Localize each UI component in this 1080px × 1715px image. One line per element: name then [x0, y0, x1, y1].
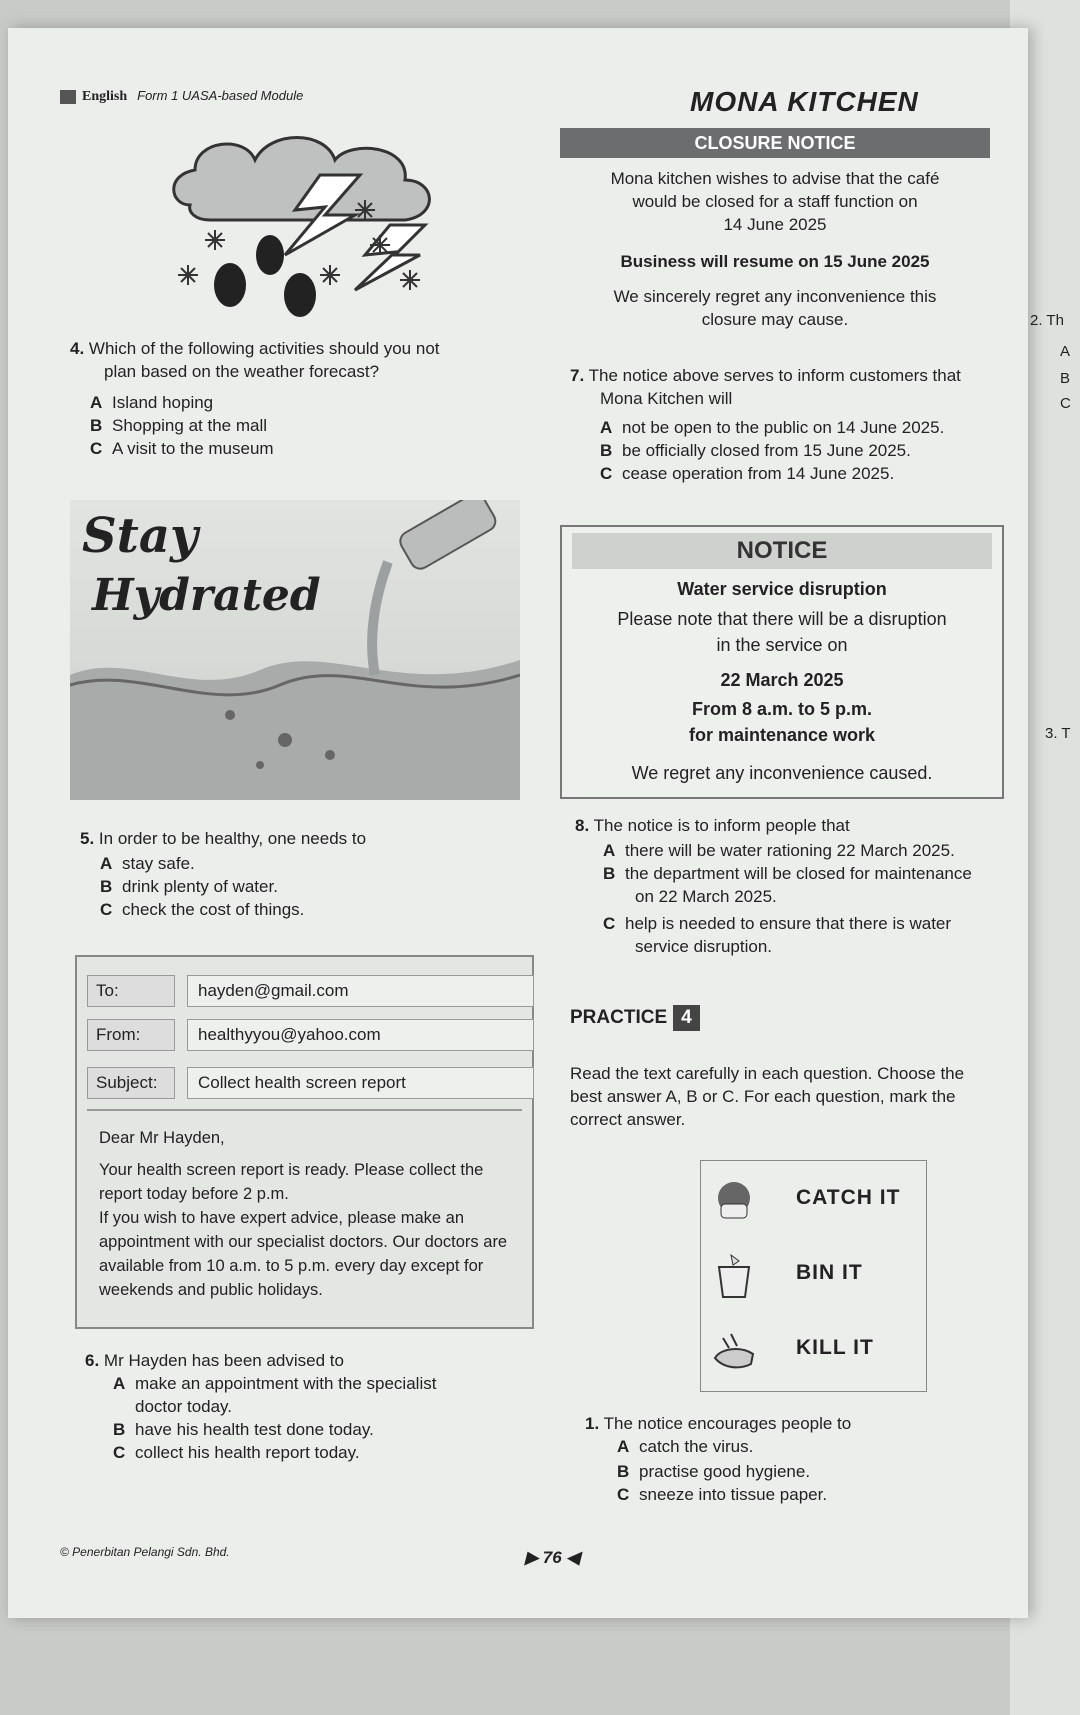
- instructions-line-2: best answer A, B or C. For each question, mark the: [570, 1086, 956, 1106]
- practice-heading: [570, 1005, 700, 1031]
- mona-kitchen-title: MONA KITCHEN: [690, 86, 919, 117]
- email-subject-value: Collect health screen report: [187, 1067, 534, 1099]
- email-from-label: From:: [87, 1019, 175, 1051]
- email-divider: [87, 1109, 522, 1111]
- page-header: [60, 88, 303, 105]
- mona-line-6: closure may cause.: [701, 309, 849, 329]
- bin-it-row: [701, 1241, 926, 1311]
- edge-q3: 3. T: [1045, 725, 1071, 742]
- q5-option-c[interactable]: C check the cost of things.: [100, 899, 305, 919]
- instructions-line-3: correct answer.: [570, 1109, 686, 1129]
- notice-line-1: Please note that there will be a disruption: [617, 609, 947, 629]
- email-message: [75, 955, 534, 1329]
- notice-reason: for maintenance work: [688, 725, 876, 745]
- email-subject-label: Subject:: [87, 1067, 175, 1099]
- q7-option-c[interactable]: C cease operation from 14 June 2025.: [600, 463, 895, 483]
- q5-option-a[interactable]: A stay safe.: [100, 853, 195, 873]
- q5-stem: In order to be healthy, one needs to: [98, 829, 367, 848]
- notice-time: From 8 a.m. to 5 p.m.: [691, 699, 873, 719]
- q7-number: 7.: [570, 366, 585, 385]
- q1-number: 1.: [585, 1414, 600, 1433]
- q1-option-c[interactable]: C sneeze into tissue paper.: [617, 1484, 828, 1504]
- q7-stem-line2: Mona Kitchen will: [600, 388, 733, 408]
- q8-option-b[interactable]: B the department will be closed for maintenance: [603, 863, 972, 883]
- hygiene-poster: [700, 1160, 927, 1392]
- question-7: [570, 365, 1010, 486]
- q8-stem: The notice is to inform people that: [593, 816, 850, 835]
- q4-number: 4.: [70, 339, 85, 358]
- practice-label: PRACTICE: [570, 1007, 668, 1028]
- q6-stem: Mr Hayden has been advised to: [103, 1351, 344, 1370]
- module-label: Form 1 UASA-based Module: [137, 88, 304, 103]
- email-from-value: healthyyou@yahoo.com: [187, 1019, 534, 1051]
- closure-notice-bar: CLOSURE NOTICE: [560, 128, 990, 158]
- bin-icon: [711, 1253, 757, 1299]
- q5-number: 5.: [80, 829, 95, 848]
- notice-subtitle: Water service disruption: [677, 579, 887, 599]
- q4-stem-line1: Which of the following activities should you not: [88, 339, 440, 358]
- q8-option-c-line2: service disruption.: [635, 936, 773, 956]
- mona-line-5: We sincerely regret any inconvenience this: [613, 286, 937, 306]
- q7-option-b[interactable]: B be officially closed from 15 June 2025.: [600, 440, 911, 460]
- email-to-value: hayden@gmail.com: [187, 975, 534, 1007]
- q1-option-a[interactable]: A catch the virus.: [617, 1436, 754, 1456]
- q1-stem: The notice encourages people to: [603, 1414, 852, 1433]
- edge-b: B: [1060, 370, 1071, 387]
- mona-line-2: would be closed for a staff function on: [632, 191, 918, 211]
- email-paragraph-1: Your health screen report is ready. Please collect the report today before 2 p.m.: [99, 1160, 484, 1203]
- q7-option-a[interactable]: A not be open to the public on 14 June 2025.: [600, 417, 945, 437]
- question-1: [585, 1413, 1015, 1507]
- q6-option-a[interactable]: A make an appointment with the specialist: [113, 1373, 437, 1393]
- q6-option-a-line2: doctor today.: [135, 1396, 233, 1416]
- q6-option-c[interactable]: C collect his health report today.: [113, 1442, 360, 1462]
- question-5: [80, 828, 540, 922]
- notice-line-2: in the service on: [716, 635, 848, 655]
- q4-option-c[interactable]: C A visit to the museum: [90, 438, 274, 458]
- q6-number: 6.: [85, 1351, 100, 1370]
- mona-line-3: 14 June 2025: [723, 214, 827, 234]
- email-greeting: Dear Mr Hayden,: [99, 1129, 225, 1147]
- page-number: ▶ 76 ◀: [525, 1548, 580, 1567]
- stay-hydrated-poster: [70, 500, 520, 800]
- stay-text: Stay: [82, 508, 198, 564]
- publisher-credit: © Penerbitan Pelangi Sdn. Bhd.: [60, 1545, 230, 1559]
- email-body: [99, 1127, 519, 1302]
- catch-it-label: CATCH IT: [796, 1186, 901, 1209]
- mona-line-1: Mona kitchen wishes to advise that the café: [610, 169, 940, 188]
- handwash-icon: [711, 1328, 757, 1374]
- notice-title: NOTICE: [572, 533, 992, 569]
- catch-it-row: [701, 1166, 926, 1236]
- storm-weather-icon: [150, 115, 520, 330]
- notice-date: 22 March 2025: [720, 670, 844, 690]
- q4-stem-line2: plan based on the weather forecast?: [104, 361, 380, 381]
- edge-c: C: [1060, 395, 1071, 412]
- q8-option-b-line2: on 22 March 2025.: [635, 886, 777, 906]
- practice-number: 4: [673, 1005, 700, 1031]
- notice-regret: We regret any inconvenience caused.: [631, 763, 933, 783]
- q4-option-b[interactable]: B Shopping at the mall: [90, 415, 267, 435]
- kill-it-label: KILL IT: [796, 1336, 874, 1359]
- q8-option-a[interactable]: A there will be water rationing 22 March 2025.: [603, 840, 955, 860]
- q1-option-b[interactable]: B practise good hygiene.: [617, 1461, 811, 1481]
- q8-option-c[interactable]: C help is needed to ensure that there is water: [603, 913, 952, 933]
- q5-option-b[interactable]: B drink plenty of water.: [100, 876, 278, 896]
- question-4: [70, 338, 540, 461]
- email-to-label: To:: [87, 975, 175, 1007]
- edge-q2: 2. Th: [1030, 312, 1064, 329]
- hydrated-text: Hydrated: [92, 570, 321, 621]
- sneeze-icon: [711, 1178, 757, 1224]
- water-disruption-notice: [560, 525, 1004, 799]
- subject-label: English: [82, 89, 128, 104]
- bin-it-label: BIN IT: [796, 1261, 863, 1284]
- question-8: [575, 815, 1025, 959]
- q4-option-a[interactable]: A Island hoping: [90, 392, 214, 412]
- question-6: [85, 1350, 545, 1465]
- module-logo-icon: [60, 90, 76, 104]
- q6-option-b[interactable]: B have his health test done today.: [113, 1419, 374, 1439]
- kill-it-row: [701, 1316, 926, 1386]
- practice-instructions: [570, 1063, 1020, 1132]
- q7-stem-line1: The notice above serves to inform customers that: [588, 366, 961, 385]
- mona-kitchen-notice-body: [560, 168, 990, 332]
- mona-line-4: Business will resume on 15 June 2025: [620, 251, 930, 271]
- edge-a: A: [1060, 343, 1071, 360]
- q8-number: 8.: [575, 816, 590, 835]
- email-paragraph-2: If you wish to have expert advice, please make an appointment with our specialist doctors. Our doctors are available from 10 a.m. to 5 p.m. every day except for weekends and public holidays.: [99, 1208, 508, 1299]
- instructions-line-1: Read the text carefully in each question. Choose the: [570, 1064, 965, 1083]
